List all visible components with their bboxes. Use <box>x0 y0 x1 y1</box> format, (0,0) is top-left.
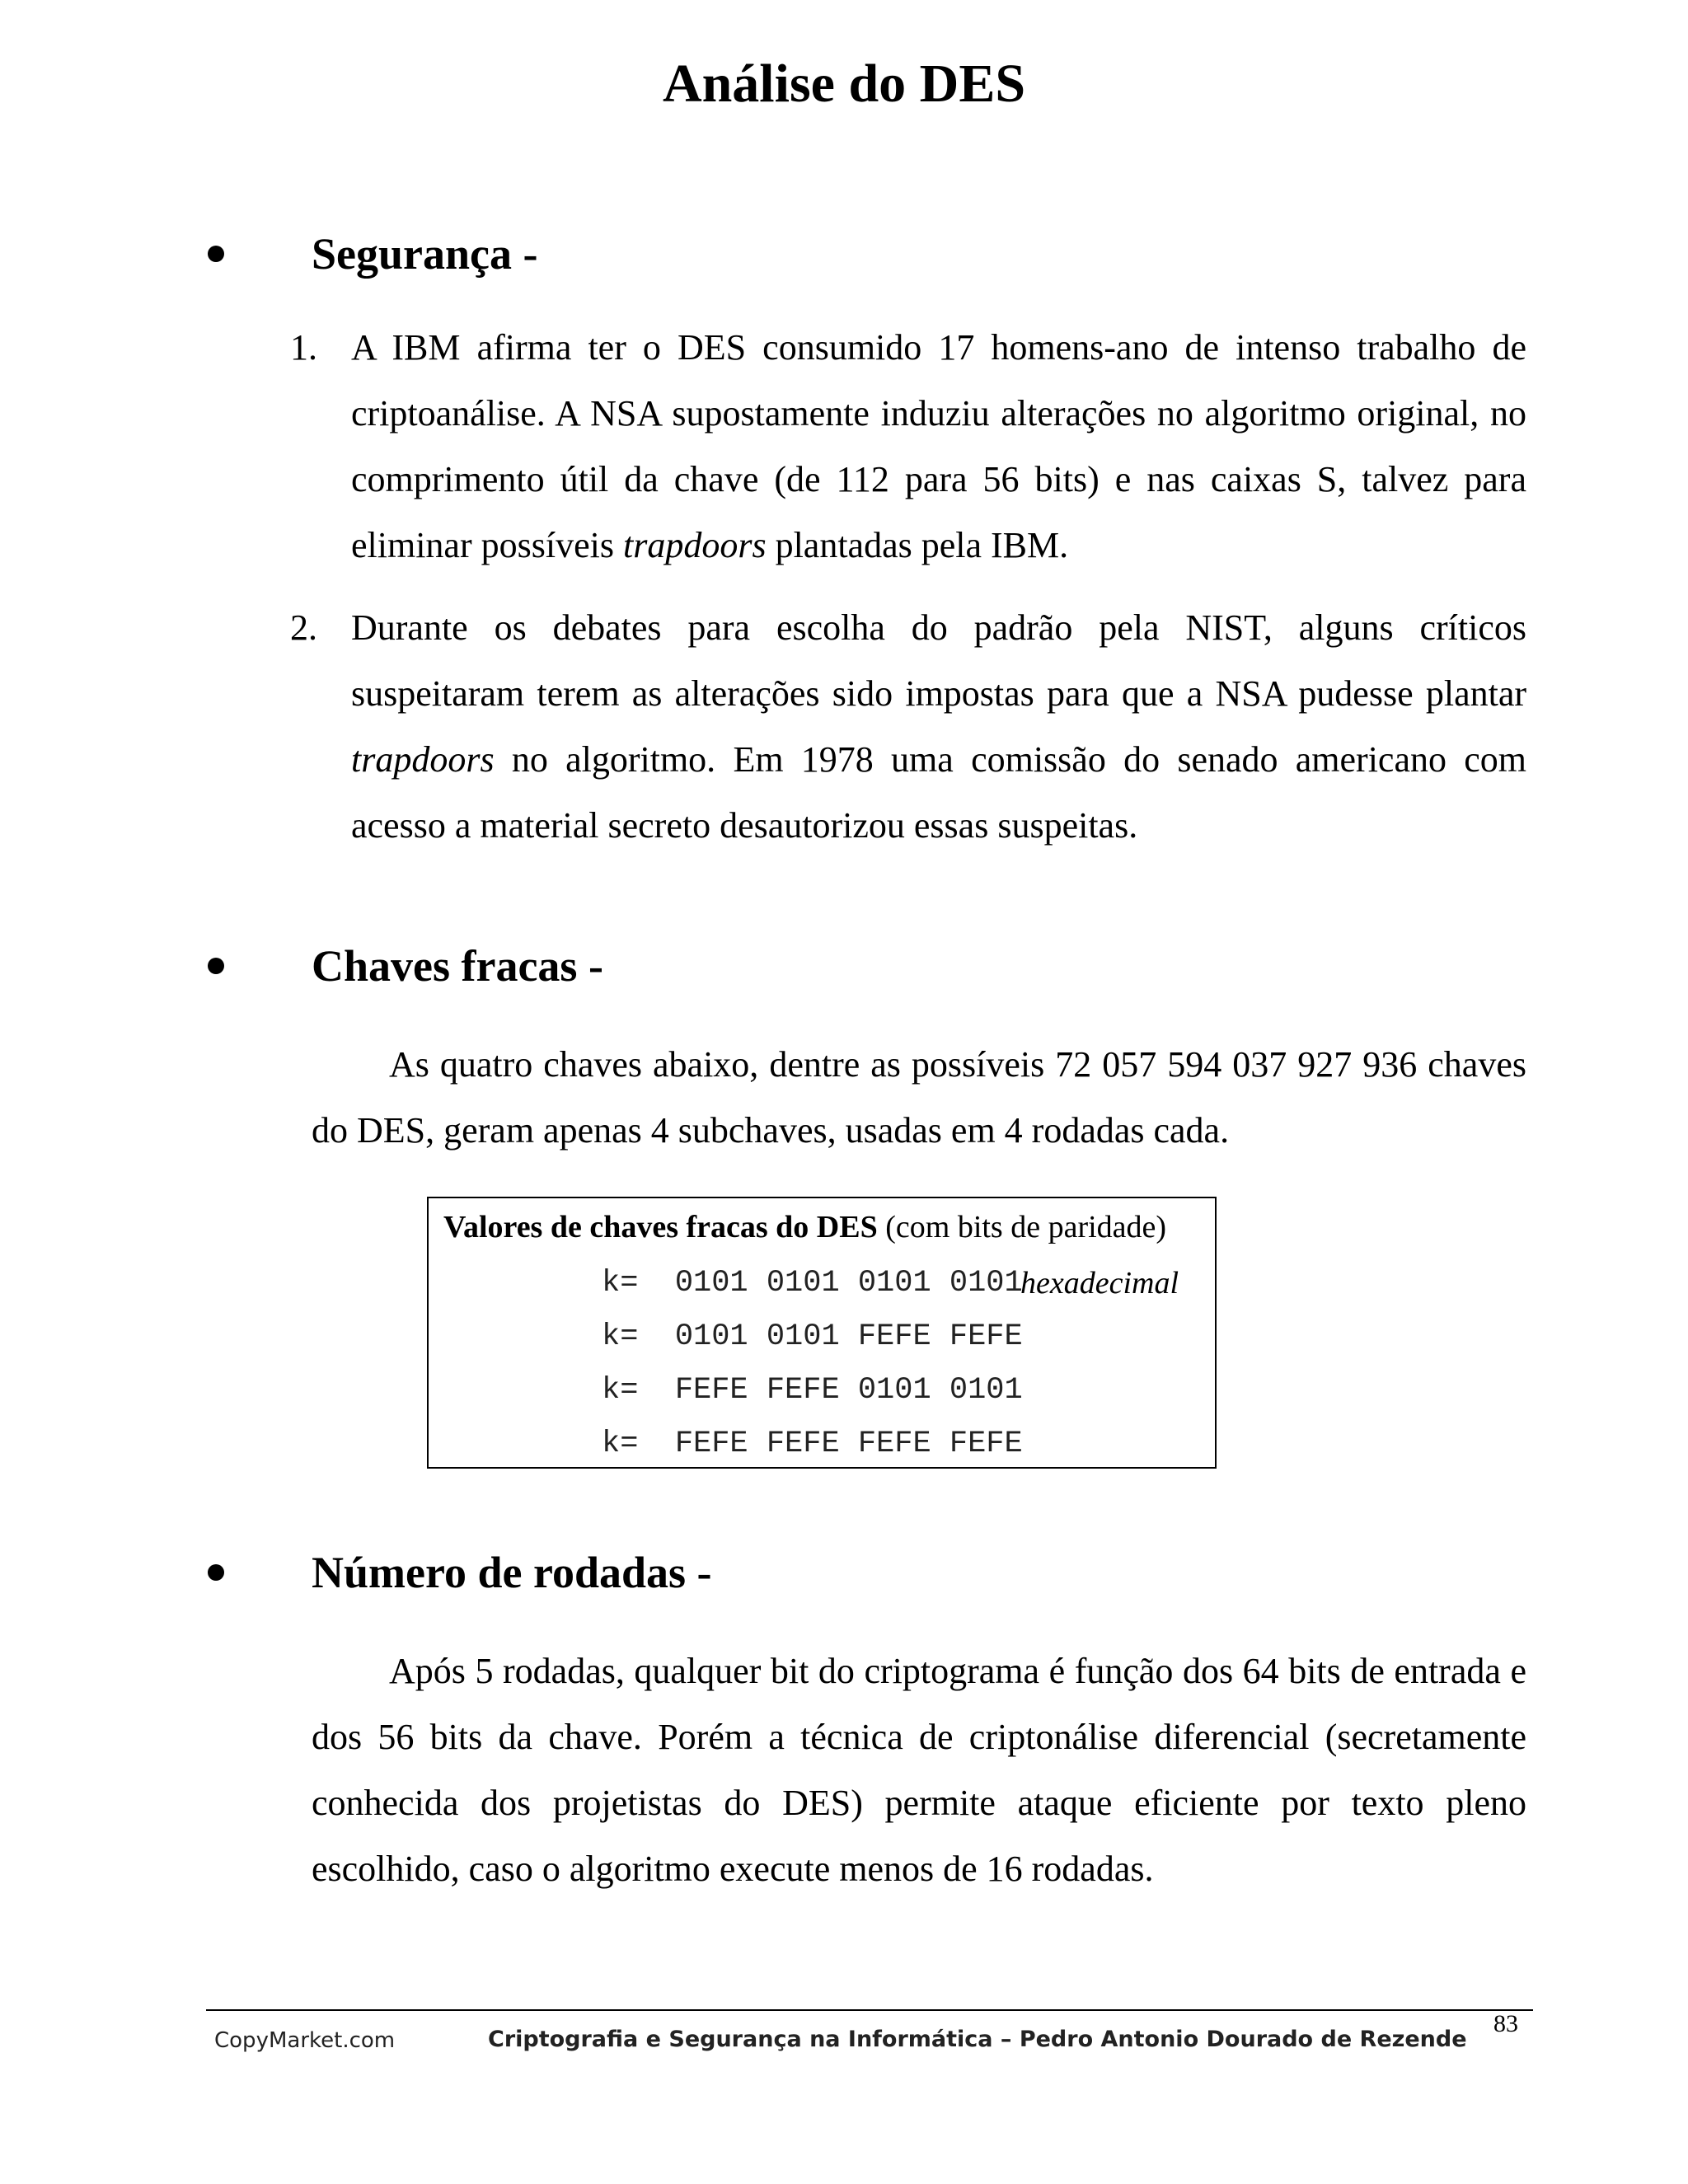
bullet-icon <box>208 246 224 262</box>
section-weak-keys-heading <box>208 940 1526 1005</box>
weak-key-row: k= FEFE FEFE 0101 0101 <box>602 1373 1023 1408</box>
section-title: Chaves fracas - <box>312 941 603 991</box>
footer-divider <box>206 2009 1533 2011</box>
weak-key-row: k= FEFE FEFE FEFE FEFE <box>602 1427 1023 1461</box>
page-title: Análise do DES <box>662 54 1026 114</box>
weak-keys-paragraph: As quatro chaves abaixo, dentre as possíveis 72 057 594 037 927 936 chaves do DES, geram apenas 4 subchaves, usadas em 4 rodadas cada. <box>312 1044 1526 1151</box>
section-title: Segurança - <box>312 229 538 279</box>
emphasis: trapdoors <box>351 739 495 780</box>
bullet-icon <box>208 958 224 974</box>
emphasis: trapdoors <box>622 525 767 565</box>
footer-book-title: Criptografia e Segurança na Informática – Pedro Antonio Dourado de Rezende <box>488 2027 1467 2052</box>
weak-keys-box-title: Valores de chaves fracas do DES (com bits de paridade) <box>443 1210 1167 1244</box>
bullet-icon <box>208 1564 224 1581</box>
rounds-paragraph: Após 5 rodadas, qualquer bit do criptograma é função dos 64 bits de entrada e dos 56 bits da chave. Porém a técnica de criptonálise diferencial (secretamente conhecida dos projetistas do DES) permite ataque eficiente por texto pleno escolhido, caso o algoritmo execute menos de 16 rodadas. <box>312 1651 1526 1889</box>
item-text: A IBM afirma ter o DES consumido 17 homens-ano de intenso trabalho de criptoanálise. A NSA supostamente induziu alterações no algoritmo original, no comprimento útil da chave (de 112 para 56 bits) e nas caixas S, talvez para eliminar possíveis trapdoors plantadas pela IBM. <box>351 327 1526 565</box>
item-number: 1. <box>290 327 317 368</box>
page-number: 83 <box>1493 2010 1518 2037</box>
item-number: 2. <box>290 607 317 648</box>
weak-keys-box <box>427 1197 1217 1469</box>
item-text: Durante os debates para escolha do padrão pela NIST, alguns críticos suspeitaram terem as alterações sido impostas para que a NSA pudesse plantar trapdoors no algoritmo. Em 1978 uma comissão do senado americano com acesso a material secreto desautorizou essas suspeitas. <box>351 607 1526 846</box>
footer-site: CopyMarket.com <box>214 2028 396 2053</box>
section-rounds-heading <box>208 1546 1526 1612</box>
numbered-item-1 <box>290 315 1526 579</box>
weak-key-row: k= 0101 0101 FEFE FEFE <box>602 1319 1023 1354</box>
hexadecimal-note: hexadecimal <box>1020 1266 1179 1301</box>
numbered-item-2 <box>290 595 1526 859</box>
section-title: Número de rodadas - <box>312 1548 712 1597</box>
weak-key-row: k= 0101 0101 0101 0101 <box>602 1266 1023 1301</box>
section-security-heading <box>208 227 1526 293</box>
